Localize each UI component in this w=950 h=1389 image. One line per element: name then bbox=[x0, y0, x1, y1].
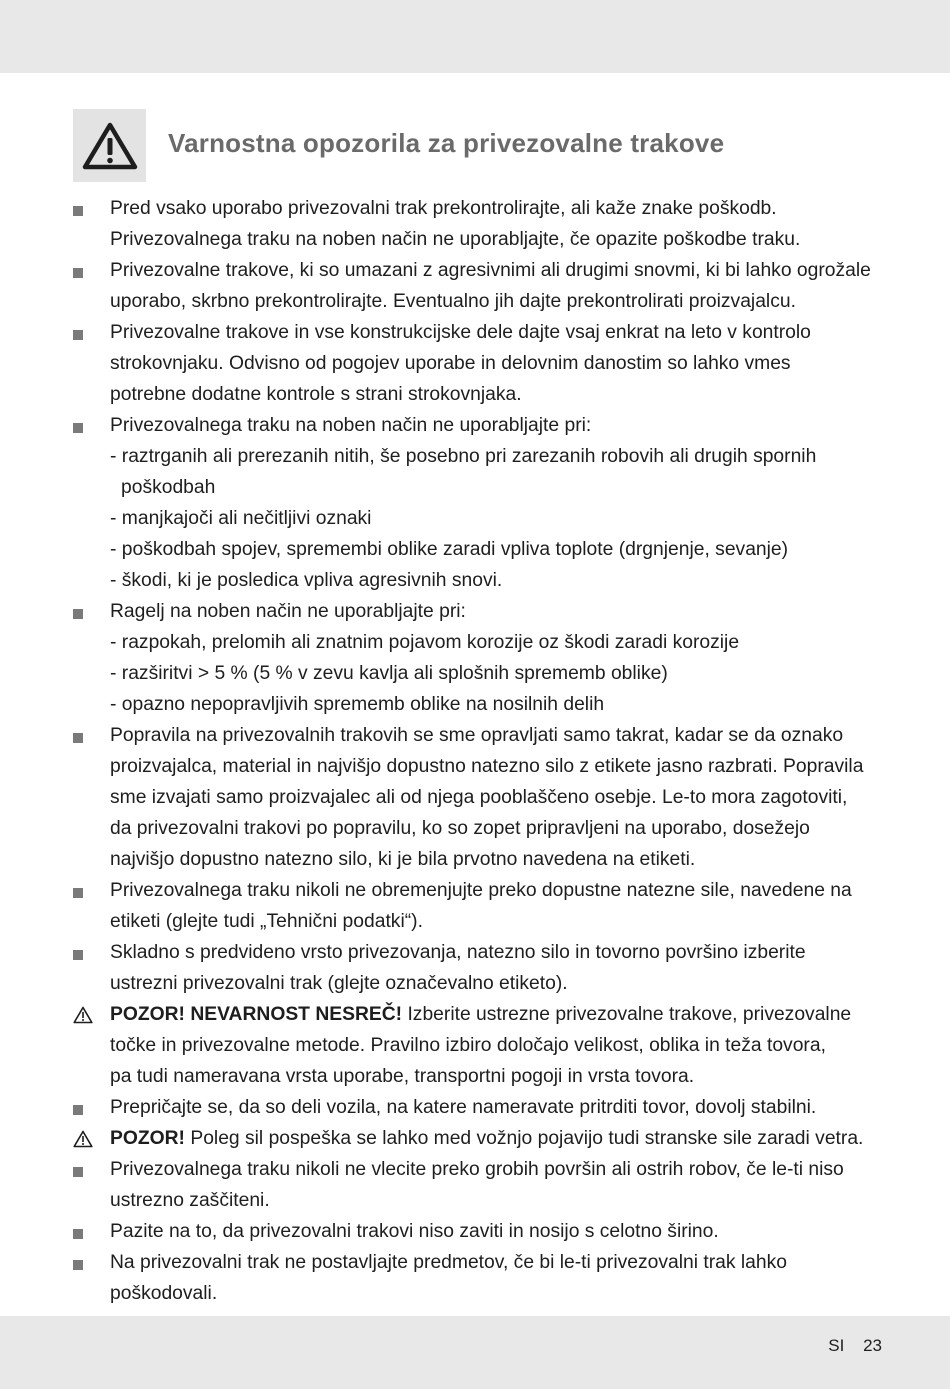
sub-item: - razširitvi > 5 % (5 % v zevu kavlja ali splošnih sprememb oblike) bbox=[110, 663, 668, 684]
list-item bbox=[73, 317, 883, 410]
list-item bbox=[73, 1216, 883, 1247]
text-line bbox=[110, 999, 883, 1030]
warning-item bbox=[73, 999, 883, 1092]
list-item bbox=[73, 937, 883, 999]
bottom-band bbox=[0, 1316, 950, 1389]
warning-item bbox=[73, 1123, 883, 1154]
bullet-icon bbox=[73, 193, 93, 224]
sub-item: - manjkajoči ali nečitljivi oznaki bbox=[110, 508, 372, 529]
page-title: Varnostna opozorila za privezovalne trakove bbox=[168, 128, 725, 158]
bullet-icon bbox=[73, 596, 93, 627]
text-line: potrebne dodatne kontrole s strani strokovnjaka. bbox=[110, 384, 522, 405]
list-item bbox=[73, 410, 883, 596]
text-line: Privezovalne trakove, ki so umazani z agresivnimi ali drugimi snovmi, ki bi lahko ogrožale bbox=[110, 260, 871, 281]
text-line: najvišjo dopustno natezno silo, ki je bila prvotno navedena na etiketi. bbox=[110, 849, 696, 870]
safety-list bbox=[73, 193, 883, 1309]
sub-item: - opazno nepopravljivih sprememb oblike na nosilnih delih bbox=[110, 694, 605, 715]
text-line: Popravila na privezovalnih trakovih se sme opravljati samo takrat, kadar se da oznako bbox=[110, 725, 844, 746]
text-line: Pazite na to, da privezovalni trakovi niso zaviti in nosijo s celotno širino. bbox=[110, 1221, 719, 1242]
text-line: ustrezno zaščiteni. bbox=[110, 1190, 270, 1211]
warning-icon bbox=[73, 999, 93, 1030]
text-line: poškodovali. bbox=[110, 1283, 218, 1304]
text-line: proizvajalca, material in najvišjo dopustno natezno silo z etikete jasno razbrati. Popravila bbox=[110, 756, 864, 777]
text-line: ustrezni privezovalni trak (glejte označevalno etiketo). bbox=[110, 973, 568, 994]
list-item bbox=[73, 1092, 883, 1123]
warning-text: Izberite ustrezne privezovalne trakove, privezovalne bbox=[402, 1004, 852, 1025]
bullet-icon bbox=[73, 1216, 93, 1247]
warning-triangle-icon bbox=[82, 121, 138, 171]
text-line: uporabo, skrbno prekontrolirajte. Eventualno jih dajte prekontrolirati proizvajalcu. bbox=[110, 291, 796, 312]
text-line bbox=[110, 1123, 883, 1154]
bullet-icon bbox=[73, 410, 93, 441]
text-line: Prepričajte se, da so deli vozila, na katere nameravate pritrditi tovor, dovolj stabilni. bbox=[110, 1097, 817, 1118]
text-line: Pred vsako uporabo privezovalni trak prekontrolirajte, ali kaže znake poškodb. bbox=[110, 198, 777, 219]
text-line: Ragelj na noben način ne uporabljajte pri: bbox=[110, 601, 466, 622]
text-line: Privezovalnega traku nikoli ne obremenjujte preko dopustne natezne sile, navedene na bbox=[110, 880, 852, 901]
text-line: strokovnjaku. Odvisno od pogojev uporabe in delovnim danostim so lahko vmes bbox=[110, 353, 791, 374]
text-line: Skladno s predvideno vrsto privezovanja, natezno silo in tovorno površino izberite bbox=[110, 942, 806, 963]
warning-label: POZOR! NEVARNOST NESREČ! bbox=[110, 1004, 403, 1025]
bullet-icon bbox=[73, 1154, 93, 1185]
bullet-icon bbox=[73, 255, 93, 286]
text-line: pa tudi nameravana vrsta uporabe, transportni pogoji in vrsta tovora. bbox=[110, 1066, 695, 1087]
list-item bbox=[73, 255, 883, 317]
text-line: Privezovalnega traku nikoli ne vlecite preko grobih površin ali ostrih robov, če le-ti niso bbox=[110, 1159, 844, 1180]
text-line: Privezovalnega traku na noben način ne uporabljajte, če opazite poškodbe traku. bbox=[110, 229, 801, 250]
top-band bbox=[0, 0, 950, 73]
warning-icon bbox=[73, 1123, 93, 1154]
list-item bbox=[73, 720, 883, 875]
list-item bbox=[73, 193, 883, 255]
list-item bbox=[73, 1247, 883, 1309]
bullet-icon bbox=[73, 720, 93, 751]
text-line: etiketi (glejte tudi „Tehnični podatki“). bbox=[110, 911, 423, 932]
title-warning-box bbox=[73, 109, 146, 182]
sub-item: - škodi, ki je posledica vpliva agresivnih snovi. bbox=[110, 570, 503, 591]
text-line: Privezovalne trakove in vse konstrukcijske dele dajte vsaj enkrat na leto v kontrolo bbox=[110, 322, 811, 343]
bullet-icon bbox=[73, 1247, 93, 1278]
bullet-icon bbox=[73, 317, 93, 348]
bullet-icon bbox=[73, 1092, 93, 1123]
text-line: Na privezovalni trak ne postavljajte predmetov, če bi le-ti privezovalni trak lahko bbox=[110, 1252, 787, 1273]
list-item bbox=[73, 1154, 883, 1216]
text-line: sme izvajati samo proizvajalec ali od njega pooblaščeno osebje. Le-to mora zagotoviti, bbox=[110, 787, 848, 808]
sub-item: - razpokah, prelomih ali znatnim pojavom korozije oz škodi zaradi korozije bbox=[110, 632, 740, 653]
list-item bbox=[73, 875, 883, 937]
page-footer bbox=[828, 1336, 882, 1356]
page-number: 23 bbox=[863, 1336, 882, 1355]
text-line: točke in privezovalne metode. Pravilno izbiro določajo velikost, oblika in teža tovora, bbox=[110, 1035, 826, 1056]
bullet-icon bbox=[73, 875, 93, 906]
language-code: SI bbox=[828, 1336, 845, 1355]
warning-label: POZOR! bbox=[110, 1128, 185, 1149]
warning-text: Poleg sil pospeška se lahko med vožnjo pojavijo tudi stranske sile zaradi vetra. bbox=[184, 1128, 864, 1149]
text-line: Privezovalnega traku na noben način ne uporabljajte pri: bbox=[110, 415, 592, 436]
sub-item: - raztrganih ali prerezanih nitih, še posebno pri zarezanih robovih ali drugih spornih poškodbah bbox=[110, 446, 817, 498]
list-item bbox=[73, 596, 883, 720]
sub-item: - poškodbah spojev, spremembi oblike zaradi vpliva toplote (drgnjenje, sevanje) bbox=[110, 539, 789, 560]
bullet-icon bbox=[73, 937, 93, 968]
text-line: da privezovalni trakovi po popravilu, ko so zopet pripravljeni na uporabo, dosežejo bbox=[110, 818, 810, 839]
